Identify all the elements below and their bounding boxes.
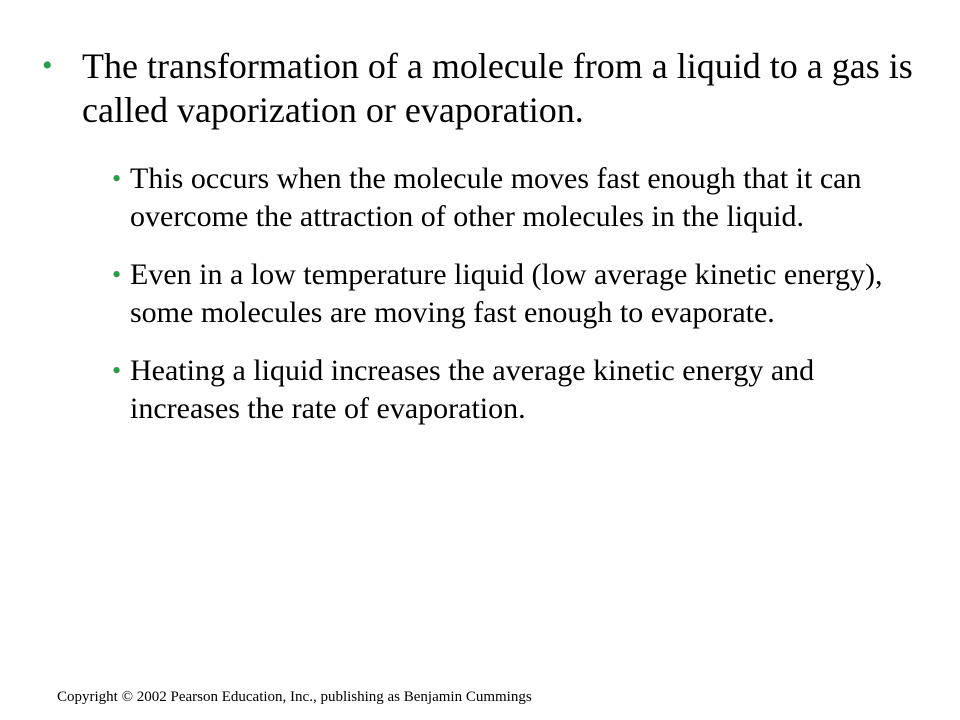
sub-bullet bbox=[112, 256, 912, 332]
main-bullet-text: The transformation of a molecule from a liquid to a gas is called vaporization or evaporation. bbox=[82, 46, 913, 130]
sub-bullet-text: Heating a liquid increases the average kinetic energy and increases the rate of evaporation. bbox=[130, 354, 815, 425]
main-bullet bbox=[42, 44, 922, 132]
sub-bullet-list bbox=[112, 160, 912, 448]
sub-bullet bbox=[112, 160, 912, 236]
bullet-icon: • bbox=[112, 260, 122, 289]
sub-bullet-text: Even in a low temperature liquid (low average kinetic energy), some molecules are moving fast enough to evaporate. bbox=[130, 258, 883, 329]
bullet-icon: • bbox=[112, 164, 122, 193]
copyright-footer: Copyright © 2002 Pearson Education, Inc., publishing as Benjamin Cummings bbox=[57, 689, 532, 705]
sub-bullet bbox=[112, 352, 912, 428]
sub-bullet-text: This occurs when the molecule moves fast enough that it can overcome the attraction of other molecules in the liquid. bbox=[130, 162, 862, 233]
bullet-icon: • bbox=[42, 49, 53, 82]
bullet-icon: • bbox=[112, 356, 122, 385]
